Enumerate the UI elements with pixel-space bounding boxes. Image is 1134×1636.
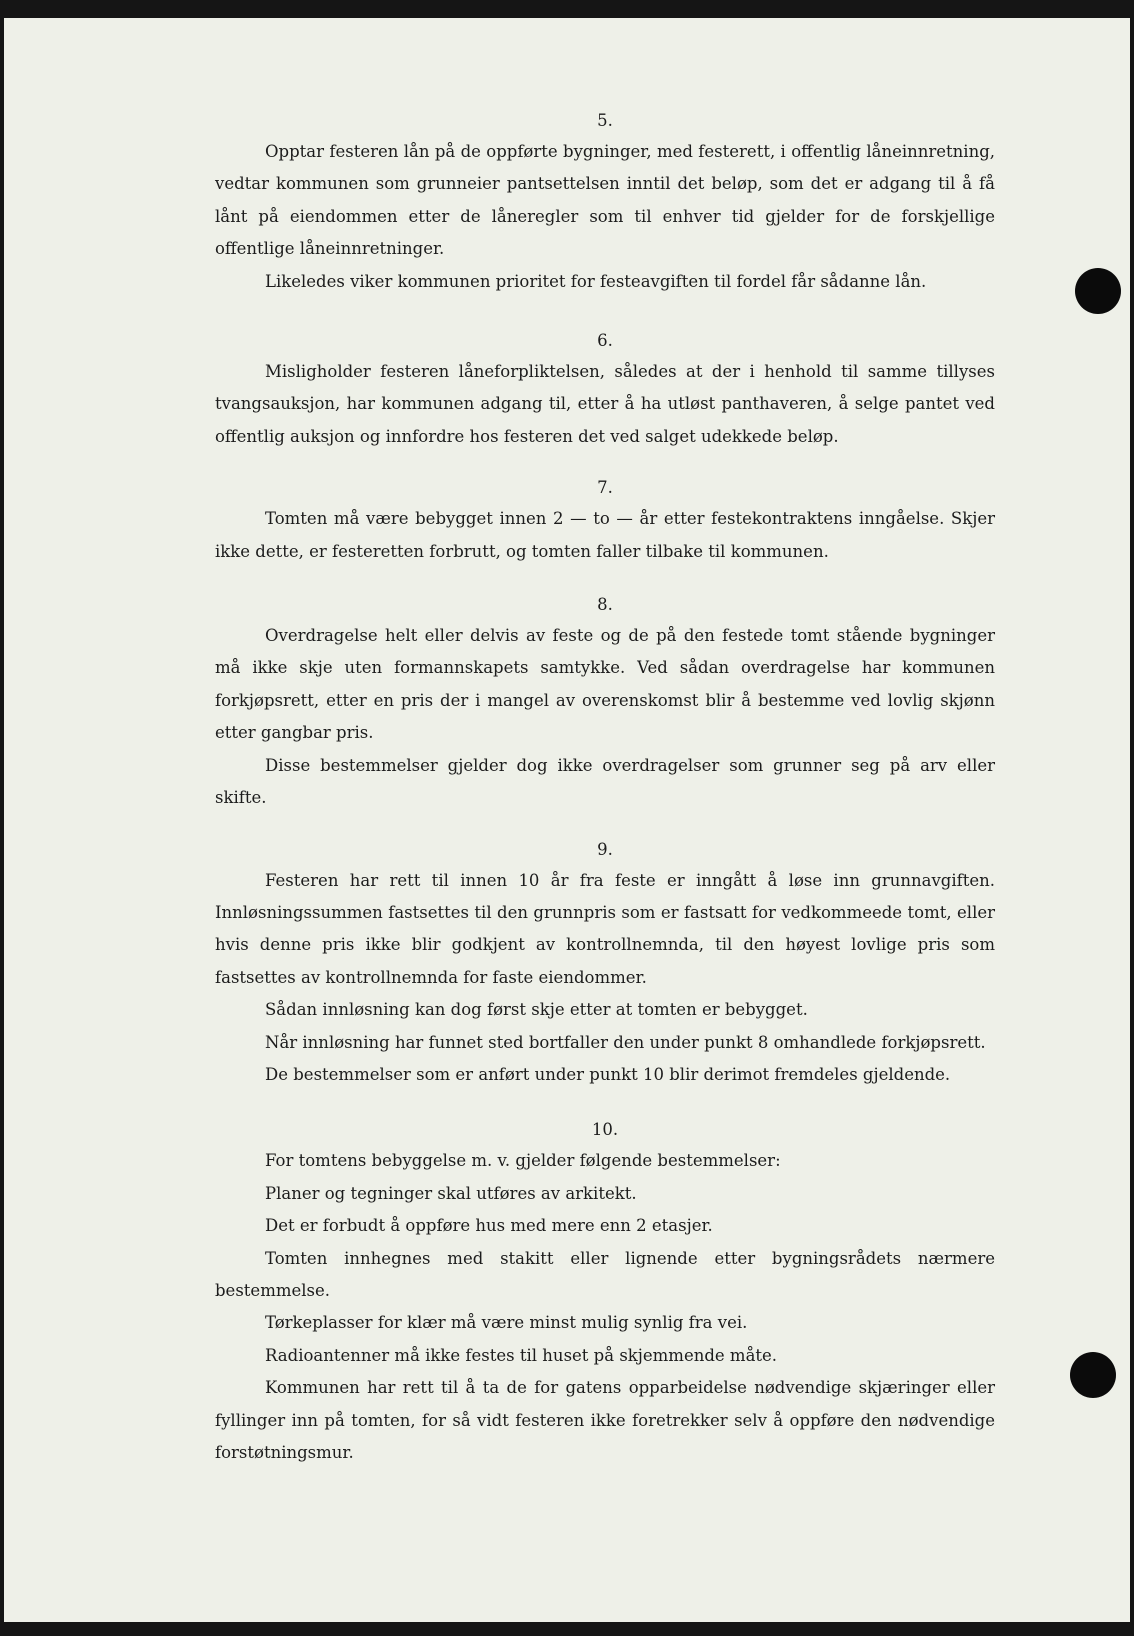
section-5-paragraph-2: Likeledes viker kommunen prioritet for festeavgiften til fordel får sådanne lån. xyxy=(265,271,927,291)
section-number-8: 8. xyxy=(597,595,613,615)
section-7-paragraph-1: Tomten må være bebygget innen 2 — to — år etter festekontraktens inngåelse. Skjer ikke dette, er festeretten forbrutt, og tomten faller tilbake til kommunen. xyxy=(215,509,995,561)
document-page xyxy=(4,18,1130,1622)
punch-hole-bottom xyxy=(1070,1352,1116,1398)
section-8-paragraph-1: Overdragelse helt eller delvis av feste og de på den festede tomt stående bygninger må ikke skje uten formannskapets samtykke. Ved sådan overdragelse har kommunen forkjøpsrett, etter en pris der i mangel av overenskomst blir å bestemme ved lovlig skjønn etter gangbar pris. xyxy=(215,626,995,743)
section-9-paragraph-2: Sådan innløsning kan dog først skje etter at tomten er bebygget. xyxy=(265,1000,808,1020)
section-9-paragraph-4: De bestemmelser som er anført under punkt 10 blir derimot fremdeles gjeldende. xyxy=(265,1064,951,1084)
section-6-paragraph-1: Misligholder festeren låneforpliktelsen, således at der i henhold til samme tillyses tvangsauksjon, har kommunen adgang til, etter å ha utløst panthaveren, å selge pantet ved offentlig auksjon og innfordre hos festeren det ved salget udekkede beløp. xyxy=(215,362,995,446)
punch-hole-top xyxy=(1075,268,1121,314)
section-5-paragraph-1: Opptar festeren lån på de oppførte bygninger, med festerett, i offentlig låneinnretning, vedtar kommunen som grunneier pantsettelsen inntil det beløp, som det er adgang til å få lånt på eiendommen etter de låneregler som til enhver tid gjelder for de forskjellige offentlige låneinnretninger. xyxy=(215,142,995,259)
section-10-paragraph-1: For tomtens bebyggelse m. v. gjelder følgende bestemmelser: xyxy=(265,1151,781,1171)
section-10-paragraph-3: Det er forbudt å oppføre hus med mere enn 2 etasjer. xyxy=(265,1216,713,1236)
section-10-paragraph-4: Tomten innhegnes med stakitt eller lignende etter bygningsrådets nærmere bestemmelse. xyxy=(215,1248,995,1300)
document-body xyxy=(215,106,995,1469)
section-number-9: 9. xyxy=(597,839,613,859)
section-10-paragraph-7: Kommunen har rett til å ta de for gatens opparbeidelse nødvendige skjæringer eller fyllinger inn på tomten, for så vidt festeren ikke foretrekker selv å oppføre den nødvendige forstøtningsmur. xyxy=(215,1378,995,1462)
section-9-paragraph-3: Når innløsning har funnet sted bortfaller den under punkt 8 omhandlede forkjøpsrett. xyxy=(265,1032,986,1052)
section-9-paragraph-1: Festeren har rett til innen 10 år fra feste er inngått å løse inn grunnavgiften. Innløsningssummen fastsettes til den grunnpris som er fastsatt for vedkommeede tomt, eller hvis denne pris ikke blir godkjent av kontrollnemnda, til den høyest lovlige pris som fastsettes av kontrollnemnda for faste eiendommer. xyxy=(215,870,995,987)
section-10-paragraph-2: Planer og tegninger skal utføres av arkitekt. xyxy=(265,1183,637,1203)
section-number-10: 10. xyxy=(591,1120,619,1140)
section-number-7: 7. xyxy=(597,478,613,498)
section-10-paragraph-6: Radioantenner må ikke festes til huset på skjemmende måte. xyxy=(265,1345,778,1365)
section-8-paragraph-2: Disse bestemmelser gjelder dog ikke overdragelser som grunner seg på arv eller skifte. xyxy=(215,755,995,808)
section-10-paragraph-5: Tørkeplasser for klær må være minst mulig synlig fra vei. xyxy=(265,1313,748,1333)
section-number-6: 6. xyxy=(597,331,613,351)
section-number-5: 5. xyxy=(597,111,613,130)
